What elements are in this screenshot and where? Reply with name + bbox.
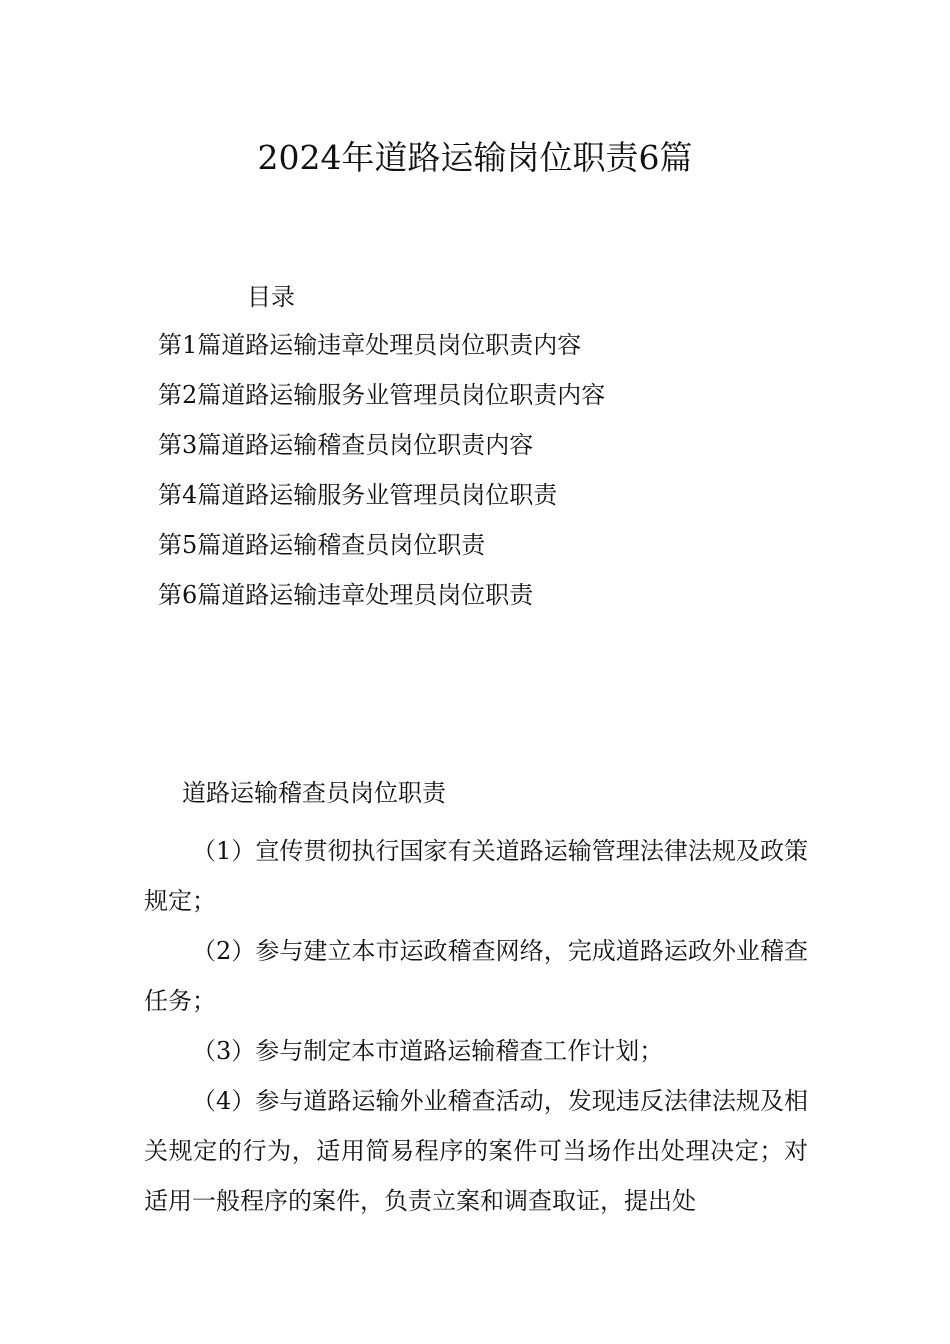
duty-paragraph: （3）参与制定本市道路运输稽查工作计划； [192,1037,664,1065]
toc-heading: 目录 [247,283,295,311]
toc-item: 第4篇道路运输服务业管理员岗位职责 [158,481,558,509]
toc-item: 第6篇道路运输违章处理员岗位职责 [158,581,534,609]
duty-paragraph: （2）参与建立本市运政稽查网络，完成道路运政外业稽查任务； [144,937,808,1015]
section-heading: 道路运输稽查员岗位职责 [182,779,446,807]
toc-item: 第5篇道路运输稽查员岗位职责 [158,531,486,559]
duty-paragraph: （1）宣传贯彻执行国家有关道路运输管理法律法规及政策规定； [144,837,808,915]
toc-item: 第3篇道路运输稽查员岗位职责内容 [158,431,534,459]
toc-item: 第2篇道路运输服务业管理员岗位职责内容 [158,381,606,409]
table-of-contents [158,328,605,628]
duty-paragraph: （4）参与道路运输外业稽查活动，发现违反法律法规及相关规定的行为，适用简易程序的案件可当场作出处理决定；对适用一般程序的案件，负责立案和调查取证，提出处 [144,1087,808,1215]
document-title: 2024年道路运输岗位职责6篇 [257,138,693,177]
section-body [144,826,808,1226]
toc-item: 第1篇道路运输违章处理员岗位职责内容 [158,331,582,359]
